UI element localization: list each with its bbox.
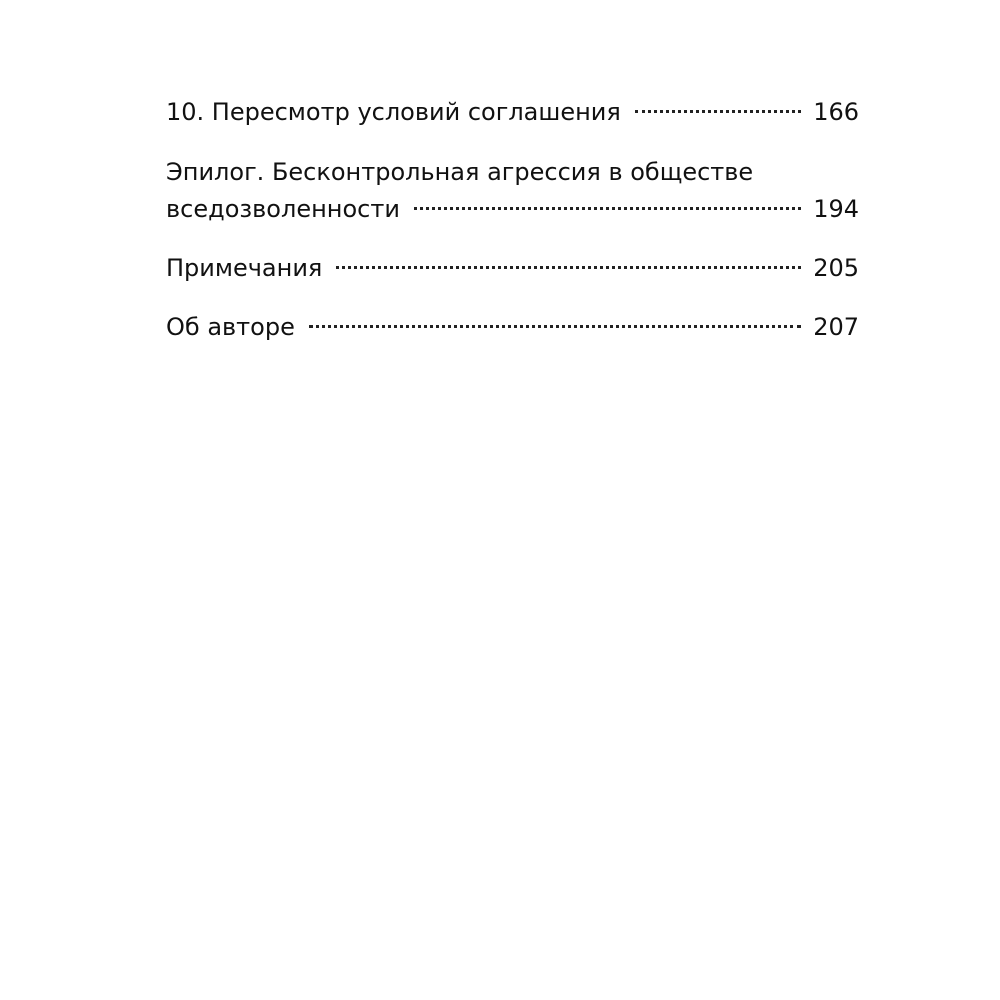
dot-leader bbox=[635, 110, 801, 113]
toc-entry-about-author bbox=[166, 309, 859, 346]
toc-entry-notes bbox=[166, 250, 859, 287]
toc-entry-line bbox=[166, 191, 859, 228]
toc-entry-line bbox=[166, 94, 859, 131]
toc-entry-title: Об авторе bbox=[166, 313, 295, 341]
toc-entry-title: 10. Пересмотр условий соглашения bbox=[166, 98, 621, 126]
dot-leader bbox=[309, 325, 801, 328]
toc-entry-page-number: 166 bbox=[813, 98, 859, 126]
toc-entry-title-line-1: Эпилог. Бесконтрольная агрессия в обществе bbox=[166, 158, 754, 186]
toc-entry-page-number: 205 bbox=[813, 254, 859, 282]
table-of-contents bbox=[166, 94, 859, 368]
dot-leader bbox=[414, 207, 801, 210]
toc-entry-chapter-10 bbox=[166, 94, 859, 131]
toc-entry-line bbox=[166, 309, 859, 346]
toc-entry-page-number: 207 bbox=[813, 313, 859, 341]
toc-entry-page-number: 194 bbox=[813, 195, 859, 223]
dot-leader bbox=[336, 266, 801, 269]
toc-entry-title-line-2: вседозволенности bbox=[166, 195, 400, 223]
toc-entry-epilogue bbox=[166, 153, 859, 228]
toc-entry-title: Примечания bbox=[166, 254, 323, 282]
toc-entry-line bbox=[166, 250, 859, 287]
